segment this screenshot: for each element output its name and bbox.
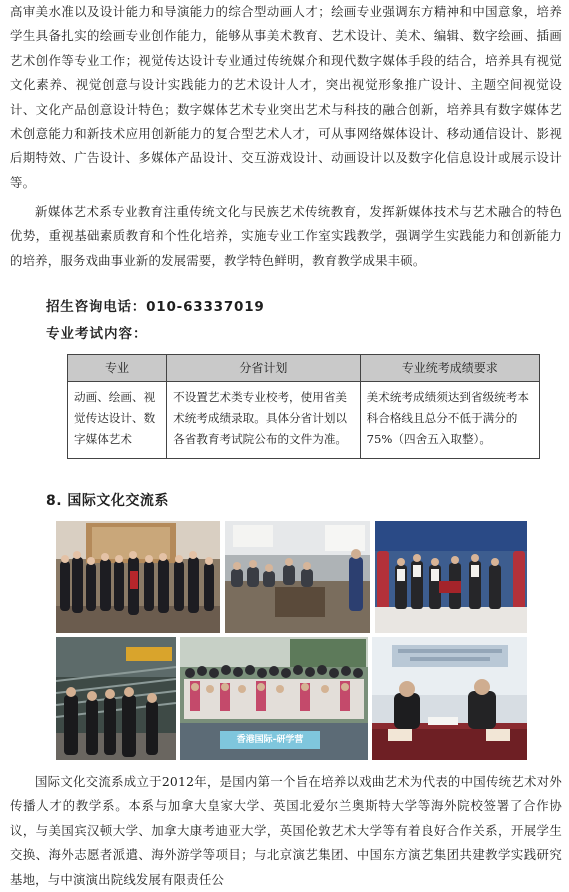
exam-table-header-row — [68, 355, 540, 382]
stadium-photo — [56, 637, 176, 760]
table-row — [68, 382, 540, 459]
dept-paragraph: 新媒体艺术系专业教育注重传统文化与民族艺术传统教育，发挥新媒体技术与艺术融合的特色优势，重视基础素质教育和个性化培养，实施专业工作室实践教学，强调学生实践能力和创新能力的培养，服务戏曲事业新的发展需要，教学特色鲜明，教育教学成果丰硕。 — [10, 204, 562, 268]
signing-photo — [372, 637, 527, 760]
section-title: 8. 国际文化交流系 — [46, 493, 169, 509]
group-photo-banner — [180, 637, 368, 760]
group-photo-indoor — [56, 521, 220, 633]
admission-hotline: 招生咨询电话：010-63337019 — [46, 299, 265, 315]
banner-text: 香港国际-研学营 — [236, 735, 304, 745]
header-requirement: 专业统考成绩要求 — [360, 355, 539, 382]
header-major: 专业 — [68, 355, 167, 382]
header-plan: 分省计划 — [167, 355, 361, 382]
cell-requirement: 美术统考成绩须达到省级统考本科合格线且总分不低于满分的75%（四舍五入取整）。 — [360, 382, 539, 459]
exam-content-heading: 专业考试内容： — [46, 326, 148, 342]
cell-majors: 动画、绘画、视觉传达设计、数字媒体艺术 — [68, 382, 167, 459]
intro-paragraph: 高审美水准以及设计能力和导演能力的综合型动画人才；绘画专业强调东方精神和中国意象，培养学生具备扎实的绘画专业创作能力，能够从事美术教育、艺术设计、美术、编辑、数字绘画、插画艺术创作等专业工作；视觉传达设计专业通过传统媒介和现代数字媒体手段的结合，培养具有视觉文化素养、视觉创意与设计实践能力的艺术设计人才，突出视觉形象推广设计、主题空间视觉设计、文化产品创意设计特色；数字媒体艺术专业突出艺术与科技的融合创新，培养具有数字媒体艺术创意能力和新技术应用创新能力的复合型艺术人才，可从事网络媒体设计、移动通信设计、影视后期特效、广告设计、多媒体产品设计、交互游戏设计、动画设计以及数字化信息设计或展示设计等。 — [10, 4, 562, 190]
cell-plan: 不设置艺术类专业校考，使用省美术统考成绩录取。具体分省计划以各省教育考试院公布的文件为准。 — [167, 382, 361, 459]
ceremony-photo — [375, 521, 527, 633]
exam-table — [67, 354, 540, 459]
international-paragraph: 国际文化交流系成立于2012年，是国内第一个旨在培养以戏曲艺术为代表的中国传统艺术对外传播人才的教学系。本系与加拿大皇家大学、英国北爱尔兰奥斯特大学等海外院校签署了合作协议，与美国宾汉顿大学、加拿大康考迪亚大学，英国伦敦艺术大学等有着良好合作关系，开展学生交换、海外志愿者派遣、海外游学等项目；与北京演艺集团、中国东方演艺集团共建教学实践研究基地，与中演演出院线发展有限责任公 — [10, 774, 562, 887]
classroom-photo — [225, 521, 370, 633]
